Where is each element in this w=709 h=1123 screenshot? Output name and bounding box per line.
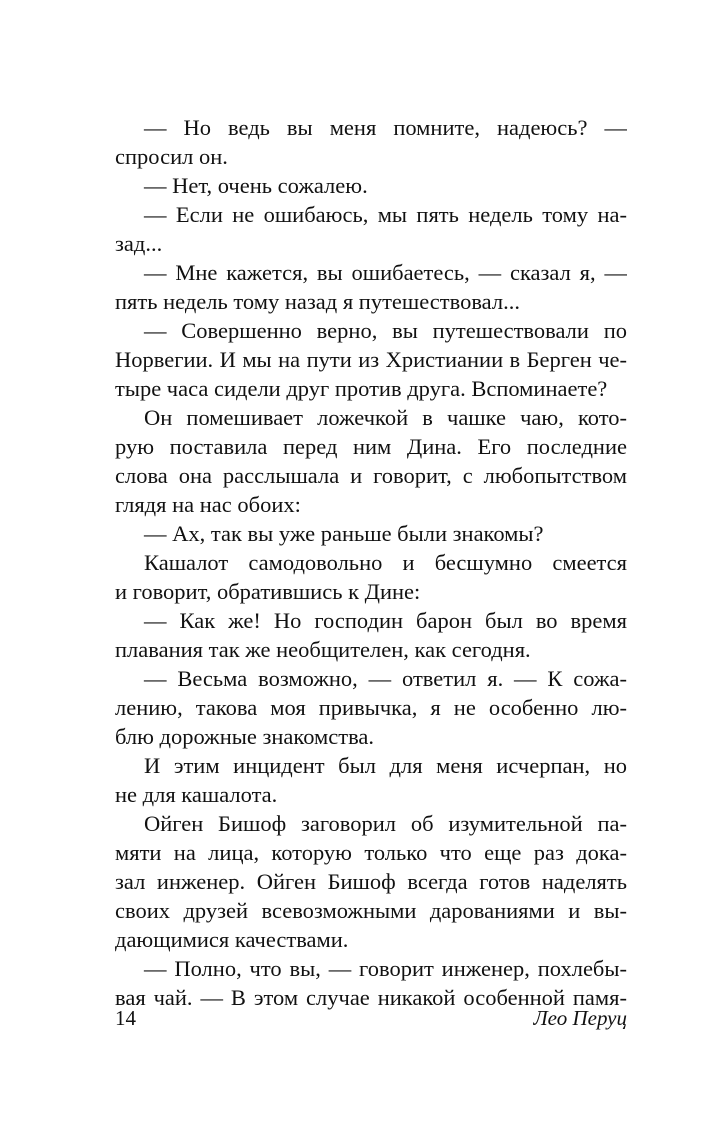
text-line: спросил он. — [115, 144, 228, 169]
text-line: и говорит, обратившись к Дине: — [115, 579, 421, 604]
text-line: слова она расслышала и говорит, с любопытством — [115, 463, 627, 488]
text-line: глядя на нас обоих: — [115, 492, 301, 517]
text-line: — Полно, что вы, — говорит инженер, похлебы- — [144, 956, 627, 981]
text-line: — Ах, так вы уже раньше были знакомы? — [144, 521, 544, 546]
text-line: не для кашалота. — [115, 782, 278, 807]
text-line: пять недель тому назад я путешествовал... — [115, 289, 520, 314]
text-line: лению, такова моя привычка, я не особенно лю- — [115, 695, 627, 720]
text-line: — Если не ошибаюсь, мы пять недель тому на- — [144, 202, 627, 227]
text-line: — Совершенно верно, вы путешествовали по — [144, 318, 627, 343]
text-line: Он помешивает ложечкой в чашке чаю, кото- — [144, 405, 627, 430]
text-line: блю дорожные знакомства. — [115, 724, 375, 749]
text-line: — Мне кажется, вы ошибаетесь, — сказал я, — — [144, 260, 627, 285]
text-line: зад... — [115, 231, 163, 256]
text-line: тыре часа сидели друг против друга. Вспоминаете? — [115, 376, 608, 401]
text-line: Норвегии. И мы на пути из Христиании в Берген че- — [115, 347, 627, 372]
body-text — [115, 113, 627, 1012]
text-line: — Нет, очень сожалею. — [144, 173, 368, 198]
text-line: дающимися качествами. — [115, 927, 349, 952]
text-line: своих друзей всевозможными дарованиями и вы- — [115, 898, 627, 923]
text-line: вая чай. — В этом случае никакой особенной памя- — [115, 985, 627, 1010]
text-line: — Как же! Но господин барон был во время — [144, 608, 627, 633]
text-line: рую поставила перед ним Дина. Его последние — [115, 434, 627, 459]
text-line: мяти на лица, которую только что еще раз дока- — [115, 840, 627, 865]
text-line: — Но ведь вы меня помните, надеюсь? — — [144, 115, 627, 140]
text-line: — Весьма возможно, — ответил я. — К сожа- — [144, 666, 627, 691]
text-line: Кашалот самодовольно и бесшумно смеется — [144, 550, 627, 575]
text-line: И этим инцидент был для меня исчерпан, но — [144, 753, 627, 778]
page-number: 14 — [115, 1006, 136, 1030]
running-footer-author: Лео Перуц — [533, 1006, 627, 1030]
text-line: зал инженер. Ойген Бишоф всегда готов наделять — [115, 869, 627, 894]
page-footer — [115, 1003, 627, 1033]
text-line: плавания так же необщителен, как сегодня. — [115, 637, 531, 662]
text-line: Ойген Бишоф заговорил об изумительной па- — [144, 811, 627, 836]
